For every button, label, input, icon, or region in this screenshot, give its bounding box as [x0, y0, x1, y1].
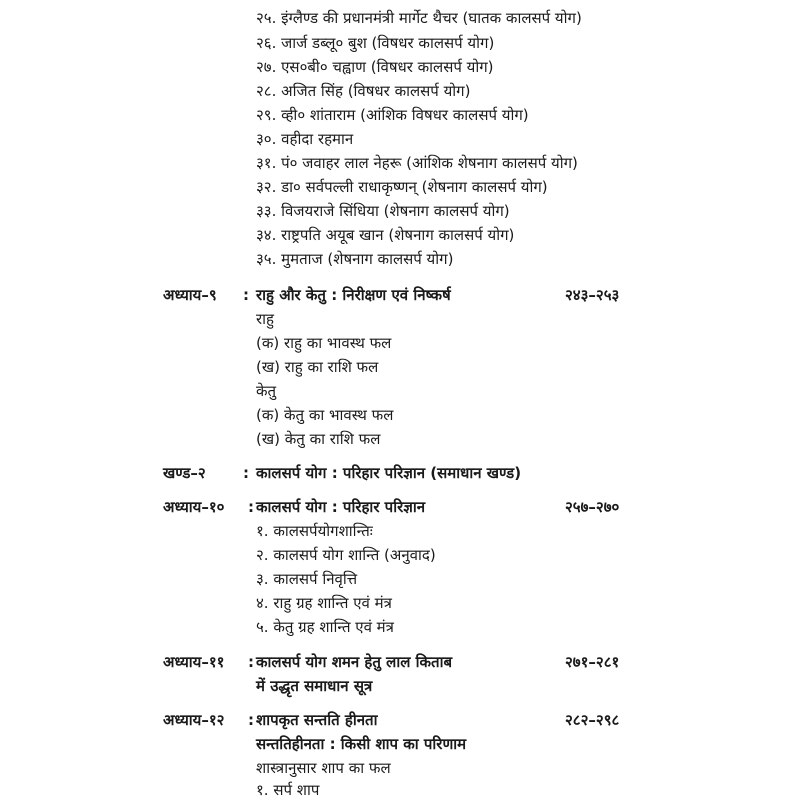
- list-item: २९. व्ही० शांताराम (आंशिक विषधर कालसर्प योग): [256, 106, 529, 124]
- list-item: १. कालसर्पयोगशान्तिः: [256, 522, 373, 540]
- chapter-12-title: शापकृत सन्तति हीनता: [256, 711, 378, 729]
- list-item: शास्त्रानुसार शाप का फल: [256, 759, 391, 777]
- chapter-10-separator: :: [248, 498, 254, 516]
- list-item: ३२. डा० सर्वपल्ली राधाकृष्णन् (शेषनाग कालसर्प योग): [256, 178, 548, 196]
- chapter-12-separator: :: [248, 711, 254, 729]
- list-item: (क) केतु का भावस्थ फल: [256, 406, 394, 424]
- chapter-11-label: अध्याय–११: [163, 653, 225, 671]
- list-item: २७. एस०बी० चह्वाण (विषधर कालसर्प योग): [256, 58, 494, 76]
- chapter-9-pages: २४३–२५३: [565, 286, 620, 304]
- list-item: (ख) राहु का राशि फल: [256, 358, 379, 376]
- list-item: ३३. विजयराजे सिंधिया (शेषनाग कालसर्प योग): [256, 202, 510, 220]
- chapter-11-separator: :: [248, 653, 254, 671]
- chapter-10-pages: २५७–२७०: [565, 498, 620, 516]
- list-item: २. कालसर्प योग शान्ति (अनुवाद): [256, 546, 436, 564]
- section-2-label: खण्ड–२: [163, 464, 206, 482]
- chapter-12-pages: २८२–२९८: [565, 711, 620, 729]
- list-item: २५. इंग्लैण्ड की प्रधानमंत्री मार्गेट थैचर (घातक कालसर्प योग): [256, 9, 582, 27]
- section-2-separator: :: [243, 464, 249, 482]
- list-item: (ख) केतु का राशि फल: [256, 430, 381, 448]
- list-item: ३५. मुमताज (शेषनाग कालसर्प योग): [256, 250, 454, 268]
- list-item: ३०. वहीदा रहमान: [256, 130, 354, 148]
- chapter-11-pages: २७१–२८१: [565, 653, 620, 671]
- chapter-9-separator: :: [243, 286, 249, 304]
- list-item: (क) राहु का भावस्थ फल: [256, 334, 392, 352]
- list-item: ३१. पं० जवाहर लाल नेहरू (आंशिक शेषनाग कालसर्प योग): [256, 154, 578, 172]
- list-item: केतु: [256, 382, 277, 400]
- chapter-9-label: अध्याय–९: [163, 286, 217, 304]
- chapter-9-title: राहु और केतु : निरीक्षण एवं निष्कर्ष: [256, 286, 451, 304]
- list-item: ४. राहु ग्रह शान्ति एवं मंत्र: [256, 594, 392, 612]
- chapter-10-title: कालसर्प योग : परिहार परिज्ञान: [256, 498, 426, 516]
- section-2-title: कालसर्प योग : परिहार परिज्ञान (समाधान खण्ड): [256, 464, 522, 482]
- list-item: १. सर्प शाप: [256, 781, 320, 799]
- chapter-11-title-line-2: में उद्धृत समाधान सूत्र: [256, 677, 373, 695]
- list-item: ३४. राष्ट्रपति अयूब खान (शेषनाग कालसर्प योग): [256, 226, 515, 244]
- list-item: ५. केतु ग्रह शान्ति एवं मंत्र: [256, 618, 394, 636]
- list-item: २८. अजित सिंह (विषधर कालसर्प योग): [256, 82, 471, 100]
- list-item: २६. जार्ज डब्लू० बुश (विषधर कालसर्प योग): [256, 34, 495, 52]
- list-item: ३. कालसर्प निवृत्ति: [256, 570, 358, 588]
- chapter-10-label: अध्याय–१०: [163, 498, 225, 516]
- chapter-11-title-line-1: कालसर्प योग शमन हेतु लाल किताब: [256, 653, 453, 671]
- list-item: राहु: [256, 310, 274, 328]
- chapter-12-label: अध्याय–१२: [163, 711, 225, 729]
- chapter-12-subtitle: सन्ततिहीनता : किसी शाप का परिणाम: [256, 735, 467, 753]
